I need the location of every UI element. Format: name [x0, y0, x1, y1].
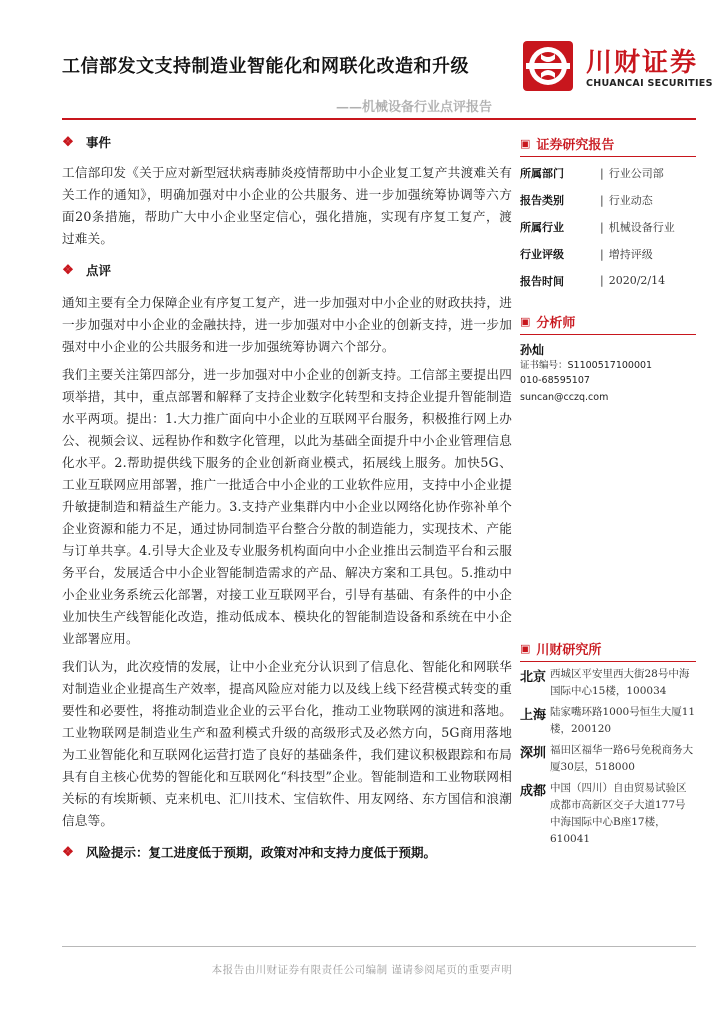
office-entry — [520, 666, 696, 700]
logo-chinese-name: 川财证券 — [586, 48, 699, 78]
section-heading: ❖ 事件 — [62, 134, 112, 150]
info-row: 所属行业 | 机械设备行业 — [520, 213, 696, 240]
diamond-bullet-icon: ❖ — [62, 844, 74, 860]
office-address: 福田区福华一路6号免税商务大厦30层，518000 — [550, 744, 694, 773]
info-row: 行业评级 | 增持评级 — [520, 240, 696, 267]
paragraph: 我们认为，此次疫情的发展，让中小企业充分认识到了信息化、智能化和网联华对制造业企业提高生产效率，提高风险应对能力以及线上线下经营模式转变的重要性和必要性，将推动制造业企业的云平台化，推动工业物联网的演进和落地。工业物联网是制造业生产和盈利模式升级的高级形式及必然方向，5G商用落地为工业智能化和互联网化运营打造了良好的基础条件，我们建议积极跟踪和布局具有自主核心优势的智能化和互联网化“科技型”企业。智能制造和工业物联网相关标的有埃斯顿、克来机电、汇川技术、宝信软件、用友网络、东方国信和浪潮信息等。 — [62, 659, 512, 828]
office-city: 深圳 — [520, 746, 547, 761]
report-subtitle: ——机械设备行业点评报告 — [335, 100, 492, 115]
office-entry — [520, 742, 696, 776]
risk-warning: ❖ 风险提示： 复工进度低于预期，政策对冲和支持力度低于预期。 — [62, 844, 437, 860]
section-event — [62, 130, 512, 250]
info-row: 报告时间 | 2020/2/14 — [520, 267, 696, 294]
diamond-bullet-icon: ❖ — [62, 134, 74, 150]
square-bullet-icon: ▣ — [520, 136, 531, 150]
company-logo — [522, 40, 713, 92]
info-row: 报告类别 | 行业动态 — [520, 186, 696, 213]
footer-disclaimer: 本报告由川财证券有限责任公司编制 谨请参阅尾页的重要声明 — [211, 964, 513, 976]
office-city: 北京 — [520, 670, 547, 685]
analyst-card — [520, 341, 696, 405]
office-address: 西城区平安里西大街28号中海国际中心15楼，100034 — [550, 668, 690, 697]
footer-divider — [62, 946, 696, 947]
office-entry — [520, 780, 696, 848]
diamond-bullet-icon: ❖ — [62, 262, 74, 278]
office-city: 上海 — [520, 708, 547, 723]
sidebar-divider — [520, 661, 696, 662]
office-city: 成都 — [520, 784, 547, 799]
sidebar — [520, 132, 696, 852]
section-comment — [62, 258, 512, 832]
analyst-email[interactable]: suncan@cczq.com — [520, 392, 609, 403]
paragraph: 通知主要有全力保障企业有序复工复产，进一步加强对中小企业的财政扶持，进一步加强对中小企业的金融扶持，进一步加强对中小企业的创新支持，进一步加强对中小企业的公共服务和进一步加强统筹协调六个部分。 — [62, 295, 512, 354]
sidebar-analyst-heading: ▣ 分析师 — [520, 314, 576, 331]
logo-english-name: CHUANCAI SECURITIES — [586, 78, 713, 89]
report-info-list — [520, 159, 696, 294]
office-address: 陆家嘴环路1000号恒生大厦11楼，200120 — [550, 706, 696, 735]
report-title: 工信部发文支持制造业智能化和网联化改造和升级 — [62, 56, 469, 77]
square-bullet-icon: ▣ — [520, 314, 531, 328]
paragraph: 我们主要关注第四部分，进一步加强对中小企业的创新支持。工信部主要提出四项举措，其中，重点部署和解释了支持企业数字化转型和支持企业提升智能制造水平两项。提出：1.大力推广面向中小企业的互联网平台服务，积极推行网上办公、视频会议、远程协作和数字化管理，以此为基础全面提升中小企业管理信息化水平。2.帮助提供线下服务的企业创新商业模式，拓展线上服务。加快5G、工业互联网应用部署，推广一批适合中小企业的工业软件应用，支持中小企业提升敏捷制造和精益生产能力。3.支持产业集群内中小企业以网络化协作弥补单个企业资源和能力不足，通过协同制造平台整合分散的制造能力，实现技术、产能与订单共享。4.引导大企业及专业服务机构面向中小企业推出云制造平台和云服务平台，发展适合中小企业智能制造需求的产品、解决方案和工具包。5.推动中小企业业务系统云化部署，对接工业互联网平台，引导有基础、有条件的中小企业加快生产线智能化改造，推动低成本、模块化的智能制造设备和系统在中小企业部署应用。 — [62, 367, 512, 646]
sidebar-divider — [520, 156, 696, 157]
header-divider — [62, 118, 696, 120]
analyst-phone: 010-68595107 — [520, 375, 590, 386]
chuancai-logo-icon — [522, 40, 574, 92]
office-address: 中国（四川）自由贸易试验区成都市高新区交子大道177号中海国际中心B座17楼，610041 — [550, 782, 687, 845]
sidebar-report-heading: ▣ 证券研究报告 — [520, 136, 615, 153]
office-list — [520, 666, 696, 848]
office-entry — [520, 704, 696, 738]
analyst-cert: 证书编号：S1100517100001 — [520, 360, 653, 371]
section-heading: ❖ 点评 — [62, 262, 112, 278]
analyst-name: 孙灿 — [520, 343, 545, 357]
sidebar-institute-heading: ▣ 川财研究所 — [520, 641, 602, 658]
main-content — [62, 130, 512, 864]
square-bullet-icon: ▣ — [520, 641, 531, 655]
sidebar-divider — [520, 334, 696, 335]
info-row: 所属部门 | 行业公司部 — [520, 159, 696, 186]
paragraph: 工信部印发《关于应对新型冠状病毒肺炎疫情帮助中小企业复工复产共渡难关有关工作的通知》，明确加强对中小企业的公共服务、进一步加强统筹协调等六方面20条措施，帮助广大中小企业坚定信心，强化措施，实现有序复工复产，渡过难关。 — [62, 165, 512, 246]
